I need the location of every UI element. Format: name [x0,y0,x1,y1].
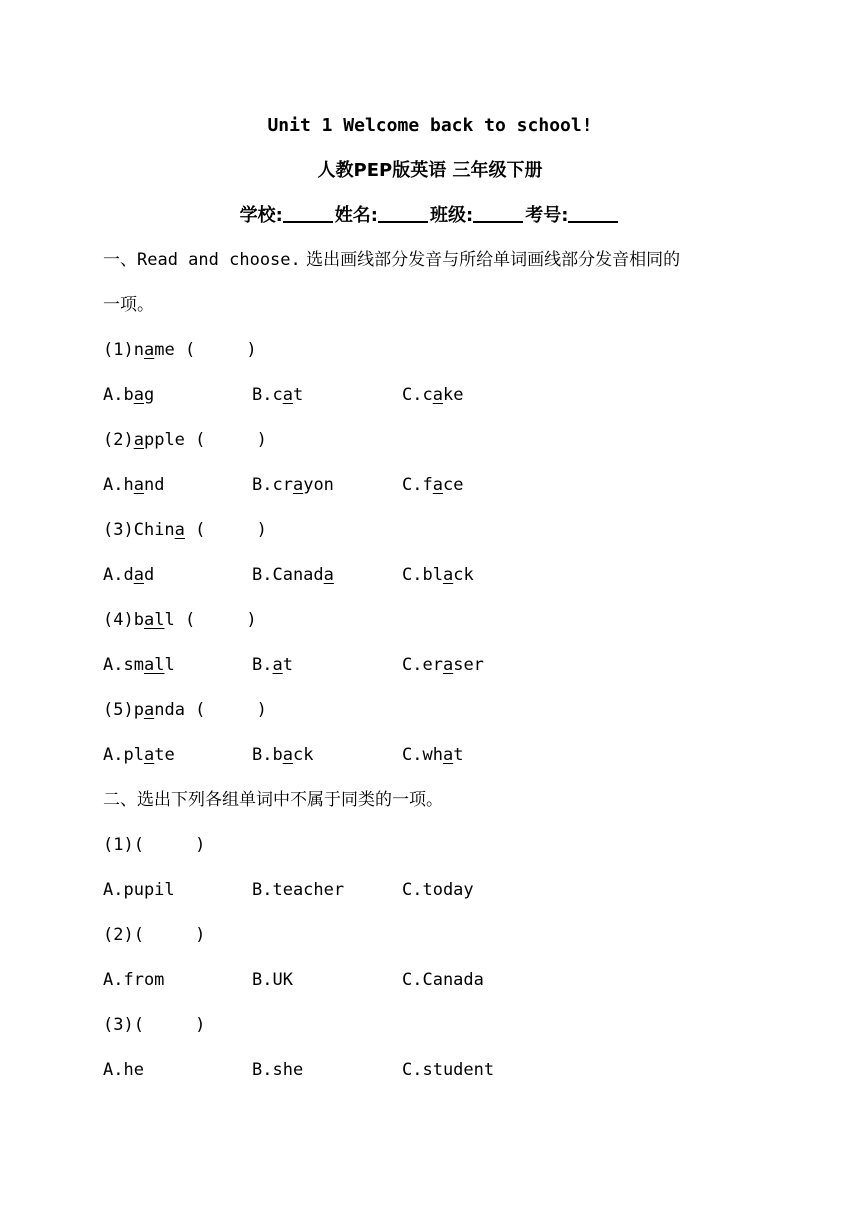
underlined-letters: a [292,475,304,495]
answer-option[interactable] [103,473,164,497]
word-part: p [133,700,144,720]
answer-option[interactable]: B.teacher [252,880,345,900]
answer-option[interactable] [103,383,154,407]
number-blank[interactable] [568,203,618,223]
underlined-letters: al [143,610,165,630]
question-stem [103,608,257,632]
option-text: C.f [402,475,433,495]
name-label: 姓名: [334,205,378,226]
underlined-letters: a [442,565,454,585]
option-text: ser [453,655,484,675]
question-number: (3) [103,1015,134,1035]
section1-heading-cont: 一项。 [103,295,154,315]
option-text: g [143,385,155,405]
answer-option[interactable] [252,383,303,407]
underlined-letters: al [143,655,165,675]
question-number: (3) [103,520,134,540]
section1-heading [103,248,680,272]
school-blank[interactable] [283,203,333,223]
answer-option[interactable] [402,383,463,407]
answer-option[interactable]: C.today [402,880,474,900]
option-text: B.Canad [252,565,324,585]
option-text: C.bl [402,565,443,585]
option-text: ke [442,385,464,405]
answer-option[interactable]: B.UK [252,970,293,990]
answer-option[interactable] [402,473,463,497]
page-subtitle: 人教PEP版英语 三年级下册 [317,160,543,181]
underlined-letters: a [143,745,155,765]
answer-option[interactable] [103,743,175,767]
option-text: B.b [252,745,283,765]
question-number: (2) [103,925,134,945]
option-text: C.c [402,385,433,405]
question-number: (1) [103,835,134,855]
answer-blank[interactable]: ( ) [184,520,267,540]
underlined-letters: a [143,700,155,720]
answer-option[interactable] [103,653,175,677]
option-text: d [143,565,155,585]
option-text: t [453,745,464,765]
word-part: n [133,340,144,360]
answer-option[interactable] [252,653,293,677]
option-text: te [154,745,175,765]
answer-blank[interactable]: ( ) [133,925,206,945]
option-text: C.wh [402,745,443,765]
option-text: t [292,385,304,405]
option-text: C.er [402,655,443,675]
word-part: nda [154,700,185,720]
school-label: 学校: [239,205,283,226]
question-number: (2) [103,430,134,450]
underlined-letters: a [133,475,144,495]
underlined-letters: a [133,385,144,405]
answer-option[interactable] [103,563,154,587]
option-text: B.c [252,385,283,405]
answer-option[interactable] [402,563,474,587]
underlined-letters: a [323,565,334,585]
answer-blank[interactable]: ( ) [133,1015,206,1035]
option-text: yon [303,475,334,495]
underlined-letters: a [442,745,454,765]
answer-option[interactable]: C.Canada [402,970,484,990]
option-text: nd [143,475,165,495]
question-stem [103,338,257,362]
question-stem [103,833,205,857]
page-title: Unit 1 Welcome back to school! [267,115,593,136]
question-number: (1) [103,340,134,360]
option-text: A.sm [103,655,144,675]
option-text: t [282,655,293,675]
option-text: B.cr [252,475,293,495]
section1-heading-en: Read and choose. [137,250,301,270]
answer-option[interactable] [252,563,334,587]
question-stem [103,923,205,947]
answer-option[interactable]: A.pupil [103,880,175,900]
underlined-letters: a [432,475,443,495]
option-text: A.h [103,475,134,495]
underlined-letters: a [282,385,293,405]
option-text: ck [453,565,474,585]
number-label: 考号: [525,205,569,226]
option-text: A.b [103,385,134,405]
answer-option[interactable]: A.from [103,970,165,990]
word-part: b [133,610,144,630]
name-blank[interactable] [378,203,428,223]
answer-option[interactable] [252,473,334,497]
option-text: B. [252,655,273,675]
word-part: Chin [133,520,175,540]
underlined-letters: a [282,745,293,765]
underlined-letters: a [133,430,144,450]
answer-blank[interactable]: ( ) [174,610,257,630]
section1-heading-cn: 选出画线部分发音与所给单词画线部分发音相同的 [300,250,681,270]
answer-option[interactable] [402,743,463,767]
option-text: ce [442,475,464,495]
question-number: (5) [103,700,134,720]
word-part: pple [143,430,185,450]
class-blank[interactable] [473,203,523,223]
student-info-row [0,203,860,229]
question-number: (4) [103,610,134,630]
question-stem [103,428,267,452]
question-stem [103,518,267,542]
answer-option[interactable] [252,743,313,767]
underlined-letters: a [442,655,454,675]
section1-number: 一、 [103,250,137,270]
answer-option[interactable] [402,653,484,677]
underlined-letters: a [133,565,144,585]
underlined-letters: a [174,520,185,540]
option-text: A.d [103,565,134,585]
word-part: l [164,610,175,630]
answer-blank[interactable]: ( ) [184,700,267,720]
question-stem [103,1013,205,1037]
answer-option[interactable]: A.he [103,1060,144,1080]
answer-option[interactable]: C.student [402,1060,495,1080]
option-text: ck [292,745,314,765]
option-text: A.pl [103,745,144,765]
section2-heading: 二、选出下列各组单词中不属于同类的一项。 [103,790,443,810]
underlined-letters: a [432,385,443,405]
answer-blank[interactable]: ( ) [184,430,267,450]
underlined-letters: a [272,655,283,675]
option-text: l [164,655,175,675]
answer-blank[interactable]: ( ) [133,835,206,855]
answer-option[interactable]: B.she [252,1060,304,1080]
question-stem [103,698,267,722]
word-part: me [154,340,175,360]
underlined-letters: a [143,340,155,360]
answer-blank[interactable]: ( ) [174,340,257,360]
class-label: 班级: [430,205,474,226]
